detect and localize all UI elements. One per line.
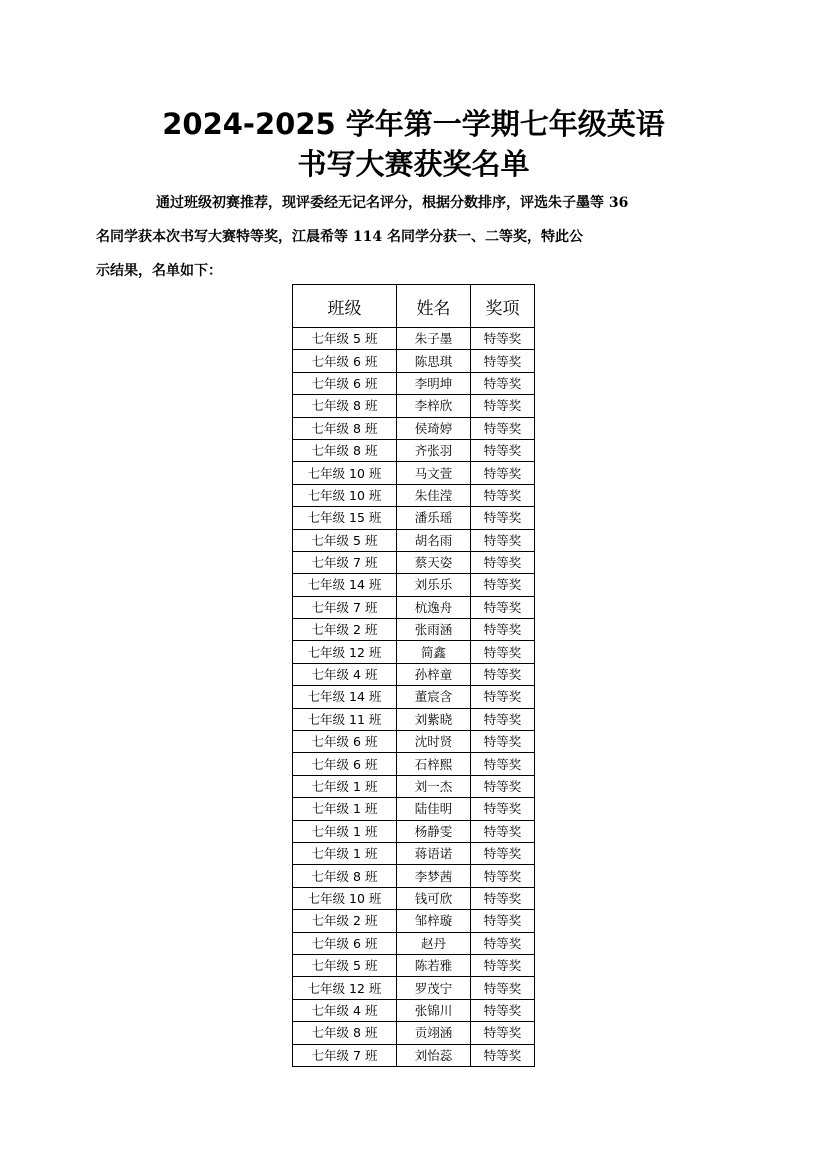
document-title-line-2: 书写大赛获奖名单 (297, 147, 530, 181)
header-award: 奖项 (471, 285, 535, 328)
award-table (292, 284, 535, 1067)
name-cell: 贡翊涵 (397, 1022, 471, 1044)
name-cell: 刘一杰 (397, 775, 471, 797)
table-header-row (293, 285, 535, 328)
class-cell: 七年级 15 班 (293, 507, 397, 529)
intro-line-3: 示结果，名单如下： (96, 263, 222, 279)
table-row (293, 865, 535, 887)
table-row (293, 641, 535, 663)
name-cell: 胡名雨 (397, 529, 471, 551)
table-row (293, 686, 535, 708)
name-cell: 潘乐瑶 (397, 507, 471, 529)
class-cell: 七年级 4 班 (293, 663, 397, 685)
award-cell: 特等奖 (471, 439, 535, 461)
class-cell: 七年级 5 班 (293, 954, 397, 976)
award-cell: 特等奖 (471, 753, 535, 775)
name-cell: 蔡天姿 (397, 551, 471, 573)
class-cell: 七年级 4 班 (293, 999, 397, 1021)
class-cell: 七年级 5 班 (293, 529, 397, 551)
class-cell: 七年级 2 班 (293, 910, 397, 932)
name-cell: 钱可欣 (397, 887, 471, 909)
award-cell: 特等奖 (471, 686, 535, 708)
name-cell: 陈若雅 (397, 954, 471, 976)
name-cell: 刘怡蕊 (397, 1044, 471, 1066)
table-row (293, 417, 535, 439)
table-row (293, 574, 535, 596)
table-row (293, 439, 535, 461)
name-cell: 张锦川 (397, 999, 471, 1021)
class-cell: 七年级 12 班 (293, 977, 397, 999)
header-name: 姓名 (397, 285, 471, 328)
table-row (293, 619, 535, 641)
class-cell: 七年级 14 班 (293, 686, 397, 708)
award-cell: 特等奖 (471, 529, 535, 551)
table-row (293, 663, 535, 685)
class-cell: 七年级 6 班 (293, 932, 397, 954)
award-cell: 特等奖 (471, 484, 535, 506)
class-cell: 七年级 7 班 (293, 596, 397, 618)
name-cell: 马文萱 (397, 462, 471, 484)
intro-line-2: 名同学获本次书写大赛特等奖，江晨希等 114 名同学分获一、二等奖，特此公 (96, 229, 583, 245)
award-cell: 特等奖 (471, 596, 535, 618)
table-row (293, 977, 535, 999)
class-cell: 七年级 1 班 (293, 842, 397, 864)
table-row (293, 887, 535, 909)
class-cell: 七年级 1 班 (293, 775, 397, 797)
table-row (293, 551, 535, 573)
name-cell: 董宸含 (397, 686, 471, 708)
award-cell: 特等奖 (471, 619, 535, 641)
award-cell: 特等奖 (471, 842, 535, 864)
award-cell: 特等奖 (471, 663, 535, 685)
class-cell: 七年级 1 班 (293, 820, 397, 842)
table-row (293, 507, 535, 529)
name-cell: 邹梓璇 (397, 910, 471, 932)
award-cell: 特等奖 (471, 708, 535, 730)
table-row (293, 753, 535, 775)
table-row (293, 932, 535, 954)
table-row (293, 910, 535, 932)
table-row (293, 1044, 535, 1066)
table-row (293, 775, 535, 797)
table-row (293, 596, 535, 618)
name-cell: 罗茂宁 (397, 977, 471, 999)
award-cell: 特等奖 (471, 910, 535, 932)
class-cell: 七年级 10 班 (293, 462, 397, 484)
table-row (293, 328, 535, 350)
award-cell: 特等奖 (471, 865, 535, 887)
class-cell: 七年级 8 班 (293, 439, 397, 461)
class-cell: 七年级 8 班 (293, 1022, 397, 1044)
award-cell: 特等奖 (471, 462, 535, 484)
class-cell: 七年级 6 班 (293, 350, 397, 372)
name-cell: 孙梓童 (397, 663, 471, 685)
class-cell: 七年级 14 班 (293, 574, 397, 596)
table-row (293, 954, 535, 976)
award-cell: 特等奖 (471, 551, 535, 573)
award-cell: 特等奖 (471, 507, 535, 529)
table-row (293, 842, 535, 864)
table-row (293, 350, 535, 372)
name-cell: 李明坤 (397, 372, 471, 394)
table-row (293, 731, 535, 753)
table-row (293, 798, 535, 820)
table-row (293, 1022, 535, 1044)
class-cell: 七年级 8 班 (293, 417, 397, 439)
award-cell: 特等奖 (471, 731, 535, 753)
award-cell: 特等奖 (471, 1044, 535, 1066)
document-title-line-1: 2024-2025 学年第一学期七年级英语 (162, 107, 665, 141)
class-cell: 七年级 10 班 (293, 887, 397, 909)
name-cell: 刘紫晓 (397, 708, 471, 730)
table-body (293, 328, 535, 1067)
name-cell: 石梓熙 (397, 753, 471, 775)
intro-line-1: 通过班级初赛推荐，现评委经无记名评分，根据分数排序，评选朱子墨等 36 (156, 195, 629, 211)
class-cell: 七年级 11 班 (293, 708, 397, 730)
award-cell: 特等奖 (471, 977, 535, 999)
name-cell: 陆佳明 (397, 798, 471, 820)
award-cell: 特等奖 (471, 820, 535, 842)
class-cell: 七年级 1 班 (293, 798, 397, 820)
name-cell: 侯琦婷 (397, 417, 471, 439)
class-cell: 七年级 6 班 (293, 731, 397, 753)
name-cell: 赵丹 (397, 932, 471, 954)
table-row (293, 529, 535, 551)
award-cell: 特等奖 (471, 574, 535, 596)
class-cell: 七年级 7 班 (293, 1044, 397, 1066)
name-cell: 简鑫 (397, 641, 471, 663)
name-cell: 沈时贤 (397, 731, 471, 753)
name-cell: 齐张羽 (397, 439, 471, 461)
award-cell: 特等奖 (471, 887, 535, 909)
class-cell: 七年级 8 班 (293, 865, 397, 887)
name-cell: 杨静雯 (397, 820, 471, 842)
award-cell: 特等奖 (471, 1022, 535, 1044)
class-cell: 七年级 10 班 (293, 484, 397, 506)
name-cell: 杭逸舟 (397, 596, 471, 618)
award-cell: 特等奖 (471, 775, 535, 797)
name-cell: 朱子墨 (397, 328, 471, 350)
award-cell: 特等奖 (471, 641, 535, 663)
class-cell: 七年级 6 班 (293, 753, 397, 775)
name-cell: 蒋语诺 (397, 842, 471, 864)
class-cell: 七年级 2 班 (293, 619, 397, 641)
class-cell: 七年级 5 班 (293, 328, 397, 350)
table-row (293, 462, 535, 484)
award-cell: 特等奖 (471, 417, 535, 439)
table-row (293, 999, 535, 1021)
award-cell: 特等奖 (471, 372, 535, 394)
award-cell: 特等奖 (471, 954, 535, 976)
name-cell: 李梦茜 (397, 865, 471, 887)
award-cell: 特等奖 (471, 328, 535, 350)
name-cell: 张雨涵 (397, 619, 471, 641)
award-cell: 特等奖 (471, 932, 535, 954)
table-row (293, 372, 535, 394)
name-cell: 朱佳滢 (397, 484, 471, 506)
award-cell: 特等奖 (471, 350, 535, 372)
name-cell: 刘乐乐 (397, 574, 471, 596)
intro-paragraph (96, 186, 710, 288)
class-cell: 七年级 6 班 (293, 372, 397, 394)
award-cell: 特等奖 (471, 999, 535, 1021)
table-row (293, 820, 535, 842)
table-row (293, 484, 535, 506)
name-cell: 李梓欣 (397, 395, 471, 417)
header-class: 班级 (293, 285, 397, 328)
class-cell: 七年级 8 班 (293, 395, 397, 417)
table-row (293, 395, 535, 417)
name-cell: 陈思琪 (397, 350, 471, 372)
award-cell: 特等奖 (471, 395, 535, 417)
table-row (293, 708, 535, 730)
award-cell: 特等奖 (471, 798, 535, 820)
class-cell: 七年级 12 班 (293, 641, 397, 663)
class-cell: 七年级 7 班 (293, 551, 397, 573)
